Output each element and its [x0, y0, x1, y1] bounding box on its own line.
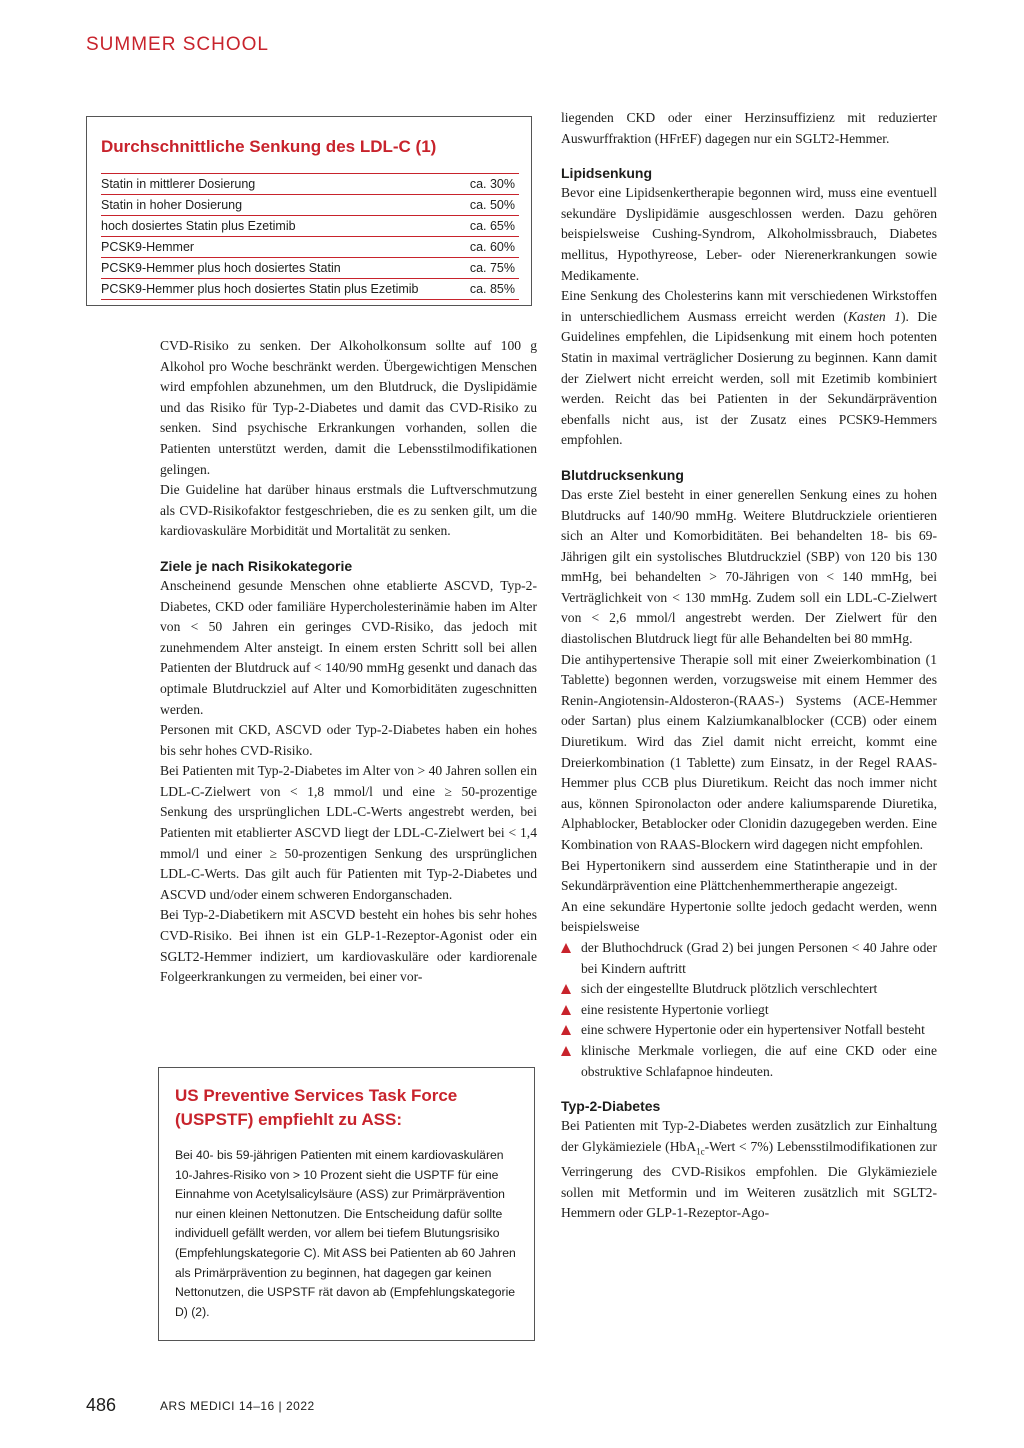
triangle-bullet-icon: [561, 984, 571, 994]
body-paragraph: Das erste Ziel besteht in einer generellen Senkung eines zu hohen Blutdrucks auf 140/90 mmHg. Weitere Blutdruckziele orientieren sich an Alter und Komorbiditäten. Bei behandelten 18- bis 69-Jährigen gilt ein systolisches Blutdruckziel (SBP) von 120 bis 130 mmHg, bei behandelten > 70-Jährigen von < 140 mmHg, bei Verträglichkeit von < 130 mmHg. Zudem soll ein LDL-C-Zielwert von < 2,6 mmol/l angestrebt werden. Der Zielwert für den diastolischen Blutdruck liegt für alle Behandelten bei 80 mmHg.: [561, 486, 937, 647]
body-paragraph: liegenden CKD oder einer Herzinsuffizienz mit reduzierter Auswurffraktion (HFrEF) dagegen nur ein SGLT2-Hemmer.: [561, 110, 937, 146]
triangle-bullet-icon: [561, 1025, 571, 1035]
row-value: ca. 30%: [445, 174, 519, 195]
body-paragraph: Bei Typ-2-Diabetikern mit ASCVD besteht ein hohes bis sehr hohes CVD-Risiko. Bei ihnen ist ein GLP-1-Rezeptor-Agonist oder ein SGLT2-Hemmer indiziert, um kardiovaskuläre oder kardiorenale Folgeerkrankungen zu vermeiden, bei einer vor-: [160, 907, 537, 985]
page-number: 486: [86, 1395, 117, 1415]
table-row: [101, 216, 519, 237]
ldl-reduction-box: [86, 116, 532, 306]
table-row: [101, 174, 519, 195]
text-span: -Wert < 7%) Lebensstilmodifikationen zur Verringerung des CVD-Risikos empfohlen. Die Glykämieziele sollen mit Metformin und im Weiteren zusätzlich mit SGLT2-Hemmern oder GLP-1-Rezeptor-Ago-: [561, 1138, 937, 1221]
list-item-text: sich der eingestellte Blutdruck plötzlich verschlechtert: [581, 981, 878, 997]
list-item-text: eine schwere Hypertonie oder ein hypertensiver Notfall besteht: [581, 1022, 925, 1038]
list-item: [561, 979, 937, 1000]
section-heading: Lipidsenkung: [561, 165, 652, 182]
table-row: [101, 279, 519, 300]
row-label: PCSK9-Hemmer plus hoch dosiertes Statin plus Ezetimib: [101, 279, 445, 300]
text-span: Eine Senkung des Cholesterins kann mit verschiedenen Wirkstoffen in unterschiedlichem Ausmass erreicht werden (: [561, 288, 937, 324]
ass-box-title: US Preventive Services Task Force (USPSTF) empfiehlt zu ASS:: [175, 1086, 458, 1129]
box-reference: Kasten 1: [847, 308, 901, 324]
hypertension-criteria-list: [561, 938, 937, 1082]
row-value: ca. 50%: [445, 195, 519, 216]
triangle-bullet-icon: [561, 943, 571, 953]
section-title: SUMMER SCHOOL: [86, 34, 269, 55]
row-value: ca. 65%: [445, 216, 519, 237]
body-paragraph: Die Guideline hat darüber hinaus erstmals die Luftverschmutzung als CVD-Risikofaktor festgeschrieben, die es zu senken gilt, um die kardiovaskuläre Morbidität und Mortalität zu senken.: [160, 482, 537, 539]
body-paragraph: Bei Patienten mit Typ-2-Diabetes im Alter von > 40 Jahren sollen ein LDL-C-Zielwert von < 1,8 mmol/l und eine ≥ 50-prozentige Senkung des ursprünglichen LDL-C-Werts angestrebt werden, bei Patienten mit etablierter ASCVD liegt der LDL-C-Zielwert bei < 1,4 mmol/l und einer ≥ 50-prozentigen Senkung des ursprünglichen LDL-C-Werts. Das gilt auch für Patienten mit Typ-2-Diabetes und ASCVD und/oder einem schweren Endorganschaden.: [160, 763, 537, 902]
triangle-bullet-icon: [561, 1005, 571, 1015]
table-row: [101, 195, 519, 216]
body-paragraph: Personen mit CKD, ASCVD oder Typ-2-Diabetes haben ein hohes bis sehr hohes CVD-Risiko.: [160, 722, 537, 758]
row-label: Statin in mittlerer Dosierung: [101, 174, 445, 195]
row-value: ca. 75%: [445, 258, 519, 279]
row-label: PCSK9-Hemmer plus hoch dosiertes Statin: [101, 258, 445, 279]
list-item: [561, 1041, 937, 1082]
list-item-text: eine resistente Hypertonie vorliegt: [581, 1001, 769, 1017]
body-paragraph: Bevor eine Lipidsenkertherapie begonnen wird, muss eine eventuell sekundäre Dyslipidämie ausgeschlossen werden. Dazu gehören beispielsweise Cushing-Syndrom, Alkoholmissbrauch, Diabetes mellitus, Hypothyreose, Leber- oder Nierenerkrankungen sowie Medikamente.: [561, 185, 937, 283]
row-value: ca. 85%: [445, 279, 519, 300]
list-item: [561, 938, 937, 979]
left-column: [160, 336, 537, 988]
row-value: ca. 60%: [445, 237, 519, 258]
journal-info: ARS MEDICI 14–16 | 2022: [160, 1399, 315, 1413]
body-paragraph: Anscheinend gesunde Menschen ohne etablierte ASCVD, Typ-2-Diabetes, CKD oder familiäre Hypercholesterinämie haben im Alter von < 50 Jahren ein geringes CVD-Risiko, das jedoch mit zunehmendem Alter ansteigt. In einem ersten Schritt soll bei allen Patienten der Blutdruck auf < 140/90 mmHg gesenkt und danach das optimale Blutdruckziel auf Alter und Komorbiditäten zugeschnitten werden.: [160, 577, 537, 717]
list-item: [561, 1000, 937, 1021]
ldl-table: [101, 173, 519, 300]
text-span: Bei Patienten mit Typ-2-Diabetes werden zusätzlich zur Einhaltung der Glykämieziele (HbA: [561, 1118, 937, 1154]
ass-box-text: Bei 40- bis 59-jährigen Patienten mit einem kardiovaskulären 10-Jahres-Risiko von > 10 Prozent sieht die USPTF für eine Einnahme von Acetylsalicylsäure (ASS) zur Primärprävention nur einen kleinen Nettonutzen. Die Entscheidung dafür sollte individuell gefällt werden, vor allem bei tiefem Blutungsrisiko (Empfehlungskategorie C). Mit ASS bei Patienten ab 60 Jahren als Primärprävention zu beginnen, hat dagegen gar keinen Nettonutzen, die USPSTF rät davon ab (Empfehlungskategorie D) (2).: [175, 1148, 516, 1319]
body-paragraph: Die antihypertensive Therapie soll mit einer Zweierkombination (1 Tablette) begonnen werden, vorzugsweise mit einem Hemmer des Renin-Angiotensin-Aldosteron-(RAAS-) Systems (ACE-Hemmer oder Sartan) plus einem Kalziumkanalblocker (CCB) oder einem Diuretikum. Wird das Ziel damit nicht erreicht, kommt eine Dreierkombination (1 Tablette) zum Einsatz, in der Regel RAAS-Hemmer plus CCB plus Diuretikum. Reicht das noch immer nicht aus, können Spironolacton oder andere kaliumsparende Diuretika, Alphablocker, Betablocker oder Clonidin dazugegeben werden. Eine Kombination von RAAS-Blockern wird dagegen nicht empfohlen.: [561, 651, 937, 852]
ldl-box-title: Durchschnittliche Senkung des LDL-C (1): [101, 137, 437, 156]
list-item-text: der Bluthochdruck (Grad 2) bei jungen Personen < 40 Jahre oder bei Kindern auftritt: [581, 939, 937, 976]
section-heading: Blutdrucksenkung: [561, 466, 684, 483]
row-label: Statin in hoher Dosierung: [101, 195, 445, 216]
section-heading: Typ-2-Diabetes: [561, 1098, 661, 1115]
row-label: PCSK9-Hemmer: [101, 237, 445, 258]
table-row: [101, 258, 519, 279]
row-label: hoch dosiertes Statin plus Ezetimib: [101, 216, 445, 237]
subscript: 1c: [696, 1146, 705, 1157]
body-paragraph: An eine sekundäre Hypertonie sollte jedoch gedacht werden, wenn beispielsweise: [561, 898, 937, 935]
list-item-text: klinische Merkmale vorliegen, die auf eine CKD oder eine obstruktive Schlafapnoe hindeuten.: [581, 1042, 937, 1079]
body-paragraph: CVD-Risiko zu senken. Der Alkoholkonsum sollte auf 100 g Alkohol pro Woche beschränkt werden. Übergewichtigen Menschen wird empfohlen abzunehmen, um den Blutdruck, die Dyslipidämie und das Risiko für Typ-2-Diabetes und damit das CVD-Risiko zu senken. Sind psychische Erkrankungen vorhanden, sollen die Patienten unterstützt werden, damit die Lebensstilmodifikationen gelingen.: [160, 338, 537, 477]
triangle-bullet-icon: [561, 1046, 571, 1056]
ass-recommendation-box: [158, 1067, 535, 1341]
body-paragraph: Bei Hypertonikern sind ausserdem eine Statintherapie und in der Sekundärprävention eine Plättchenhemmertherapie angezeigt.: [561, 857, 937, 894]
body-paragraph: [561, 286, 937, 451]
right-column: [561, 108, 937, 1224]
table-row: [101, 237, 519, 258]
list-item: [561, 1020, 937, 1041]
section-heading: Ziele je nach Risikokategorie: [160, 557, 353, 574]
body-paragraph: [561, 1116, 937, 1224]
text-span: ). Die Guidelines empfehlen, die Lipidsenkung mit einem hoch potenten Statin in maximal verträglicher Dosierung zu beginnen. Kann damit der Zielwert nicht erreicht werden, soll mit Ezetimib kombiniert werden. Reicht das bei Patienten in der Sekundärprävention ebenfalls nicht aus, ist der Zusatz eines PCSK9-Hemmers empfohlen.: [561, 308, 938, 448]
